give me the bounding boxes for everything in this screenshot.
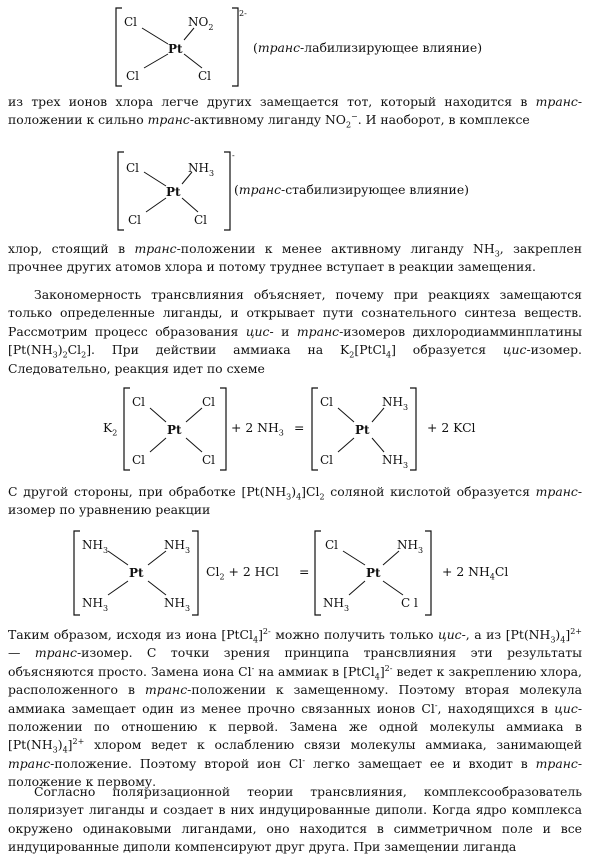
- complex-2-bl: Cl: [128, 213, 142, 227]
- eq2-cl2-plus-hcl: $Cl_2 + 2$ HCl: [206, 564, 279, 582]
- eq1-equals: =: [294, 420, 305, 435]
- complex-1-tr-sub: 2: [208, 23, 214, 32]
- complex-1-charge: 2-: [239, 9, 247, 18]
- complex-2-diagram: [112, 146, 242, 236]
- eq2-reactant-tl-sub: 3: [102, 546, 109, 555]
- svg-text:NO2: [188, 15, 213, 32]
- complex-2-caption: (транс-стабилизирующее влияние): [234, 182, 469, 197]
- svg-text:NH3: [82, 538, 108, 555]
- eq1-reactant-diagram: [120, 384, 230, 474]
- paragraph-5: Таким образом, исходя из иона [PtCl$_4$]$^{2-}$ можно получить только цис-, а из $[Pt(NH_3)_4]^{2+}$ — транс-изомер. С точки зрения принципа трансвлияния эти результаты объясняются просто. Замена иона Cl- на аммиак в [PtCl$_4$]$^{2-}$ ведет к закреплению хлора, расположенного в транс-положении к замещенному. Поэтому вторая молекула аммиака замещает один из менее прочно связанных ионов Cl-, находящихся в цис-положении по отношению к первой. Замена же одной молекулы аммиака в $[Pt(NH_3)_4]^{2+}$ хлором ведет к ослаблению связи молекулы аммиака, занимающей транс-положение. Поэтому второй ион Cl- легко замещает ее и входит в транс-положение к первому.: [8, 626, 582, 790]
- eq2-product-tr: NH: [397, 538, 418, 552]
- svg-text:NH3: [397, 538, 423, 555]
- eq2-product-tl: Cl: [325, 538, 339, 552]
- eq1-product-tl: Cl: [320, 395, 334, 409]
- eq2-reactant-diagram: [70, 527, 202, 619]
- complex-2-charge: -: [232, 151, 235, 160]
- complex-1-tl: Cl: [124, 15, 138, 29]
- eq1-plus-kcl: + 2 KCl: [427, 420, 476, 435]
- eq2-reactant-center: Pt: [129, 566, 144, 580]
- eq1-reactant-tl: Cl: [132, 395, 146, 409]
- eq2-reactant-br: NH: [164, 596, 185, 610]
- eq1-product-br-sub: 3: [402, 461, 409, 470]
- eq1-product-tr: NH: [382, 395, 403, 409]
- svg-text:NH3: [82, 596, 108, 613]
- eq2-product-center: Pt: [366, 566, 381, 580]
- eq1-reactant-center: Pt: [167, 423, 182, 437]
- complex-2-center: Pt: [166, 185, 181, 199]
- eq2-product-bl: NH: [323, 596, 344, 610]
- complex-1-bl: Cl: [126, 69, 140, 83]
- eq1-reactant-bl: Cl: [132, 453, 146, 467]
- paragraph-2: хлор, стоящий в транс-положении к менее активному лиганду $NH_3$, закреплен прочнее других атомов хлора и потому труднее вступает в реакции замещения.: [8, 241, 582, 275]
- eq1-k2: $K_2$: [103, 420, 118, 438]
- eq1-plus-nh3: + 2 $NH_3$: [231, 420, 284, 438]
- complex-1-diagram: [110, 2, 250, 92]
- complex-1-tr: NO: [188, 15, 209, 29]
- complex-2-tr: NH: [188, 161, 209, 175]
- eq2-reactant-tr-sub: 3: [184, 546, 191, 555]
- complex-1-center: Pt: [168, 42, 183, 56]
- eq2-product-bl-sub: 3: [343, 604, 350, 613]
- paragraph-4: С другой стороны, при обработке $[Pt(NH_3)_4]Cl_2$ соляной кислотой образуется транс-изомер по уравнению реакции: [8, 484, 582, 518]
- eq2-product-tr-sub: 3: [417, 546, 424, 555]
- svg-text:NH3: [164, 538, 190, 555]
- paragraph-1: из трех ионов хлора легче других замещается тот, который находится в транс-положении к сильно транс-активному лиганду $NO_2^-$. И наоборот, в комплексе: [8, 94, 582, 130]
- eq1-reactant-br: Cl: [202, 453, 216, 467]
- svg-text:NH3: [382, 395, 408, 412]
- eq2-plus-nh4cl: + 2 $NH_4Cl$: [442, 564, 509, 582]
- eq2-reactant-tl: NH: [82, 538, 103, 552]
- svg-text:NH3: [188, 161, 214, 178]
- eq1-product-diagram: [308, 384, 420, 474]
- paragraph-6: Согласно поляризационной теории трансвлияния, комплексообразователь поляризует лиганды и создает в них индуцированные диполи. Когда ядро комплекса окружено одинаковыми лигандами, оно находится в симметричном поле и все индуцированные диполи компенсируют друг друга. При замещении лиганда: [8, 784, 582, 855]
- eq1-product-center: Pt: [355, 423, 370, 437]
- svg-text:NH3: [323, 596, 349, 613]
- eq2-equals: =: [299, 564, 310, 579]
- svg-text:NH3: [164, 596, 190, 613]
- complex-1-caption: (транс-лабилизирующее влияние): [253, 40, 483, 55]
- complex-2-tr-sub: 3: [208, 169, 215, 178]
- eq2-reactant-bl-sub: 3: [102, 604, 109, 613]
- complex-2-tl: Cl: [126, 161, 140, 175]
- complex-1-br: Cl: [198, 69, 212, 83]
- complex-2-br: Cl: [194, 213, 208, 227]
- paragraph-3: Закономерность трансвлияния объясняет, почему при реакциях замещаются только определенные лиганды, и открывает пути сознательного синтеза веществ. Рассмотрим процесс образования цис- и транс-изомеров дихлородиамминплатины $[Pt(NH_3)_2Cl_2]$. При действии аммиака на $K_2[PtCl_4]$ образуется цис-изомер. Следовательно, реакция идет по схеме: [8, 287, 582, 376]
- svg-text:NH3: [382, 453, 408, 470]
- eq1-product-tr-sub: 3: [402, 403, 409, 412]
- eq2-reactant-bl: NH: [82, 596, 103, 610]
- eq2-product-br: C l: [401, 596, 418, 610]
- eq2-product-diagram: [311, 527, 435, 619]
- eq1-product-br: NH: [382, 453, 403, 467]
- eq2-reactant-br-sub: 3: [184, 604, 191, 613]
- eq2-reactant-tr: NH: [164, 538, 185, 552]
- eq1-reactant-tr: Cl: [202, 395, 216, 409]
- eq1-product-bl: Cl: [320, 453, 334, 467]
